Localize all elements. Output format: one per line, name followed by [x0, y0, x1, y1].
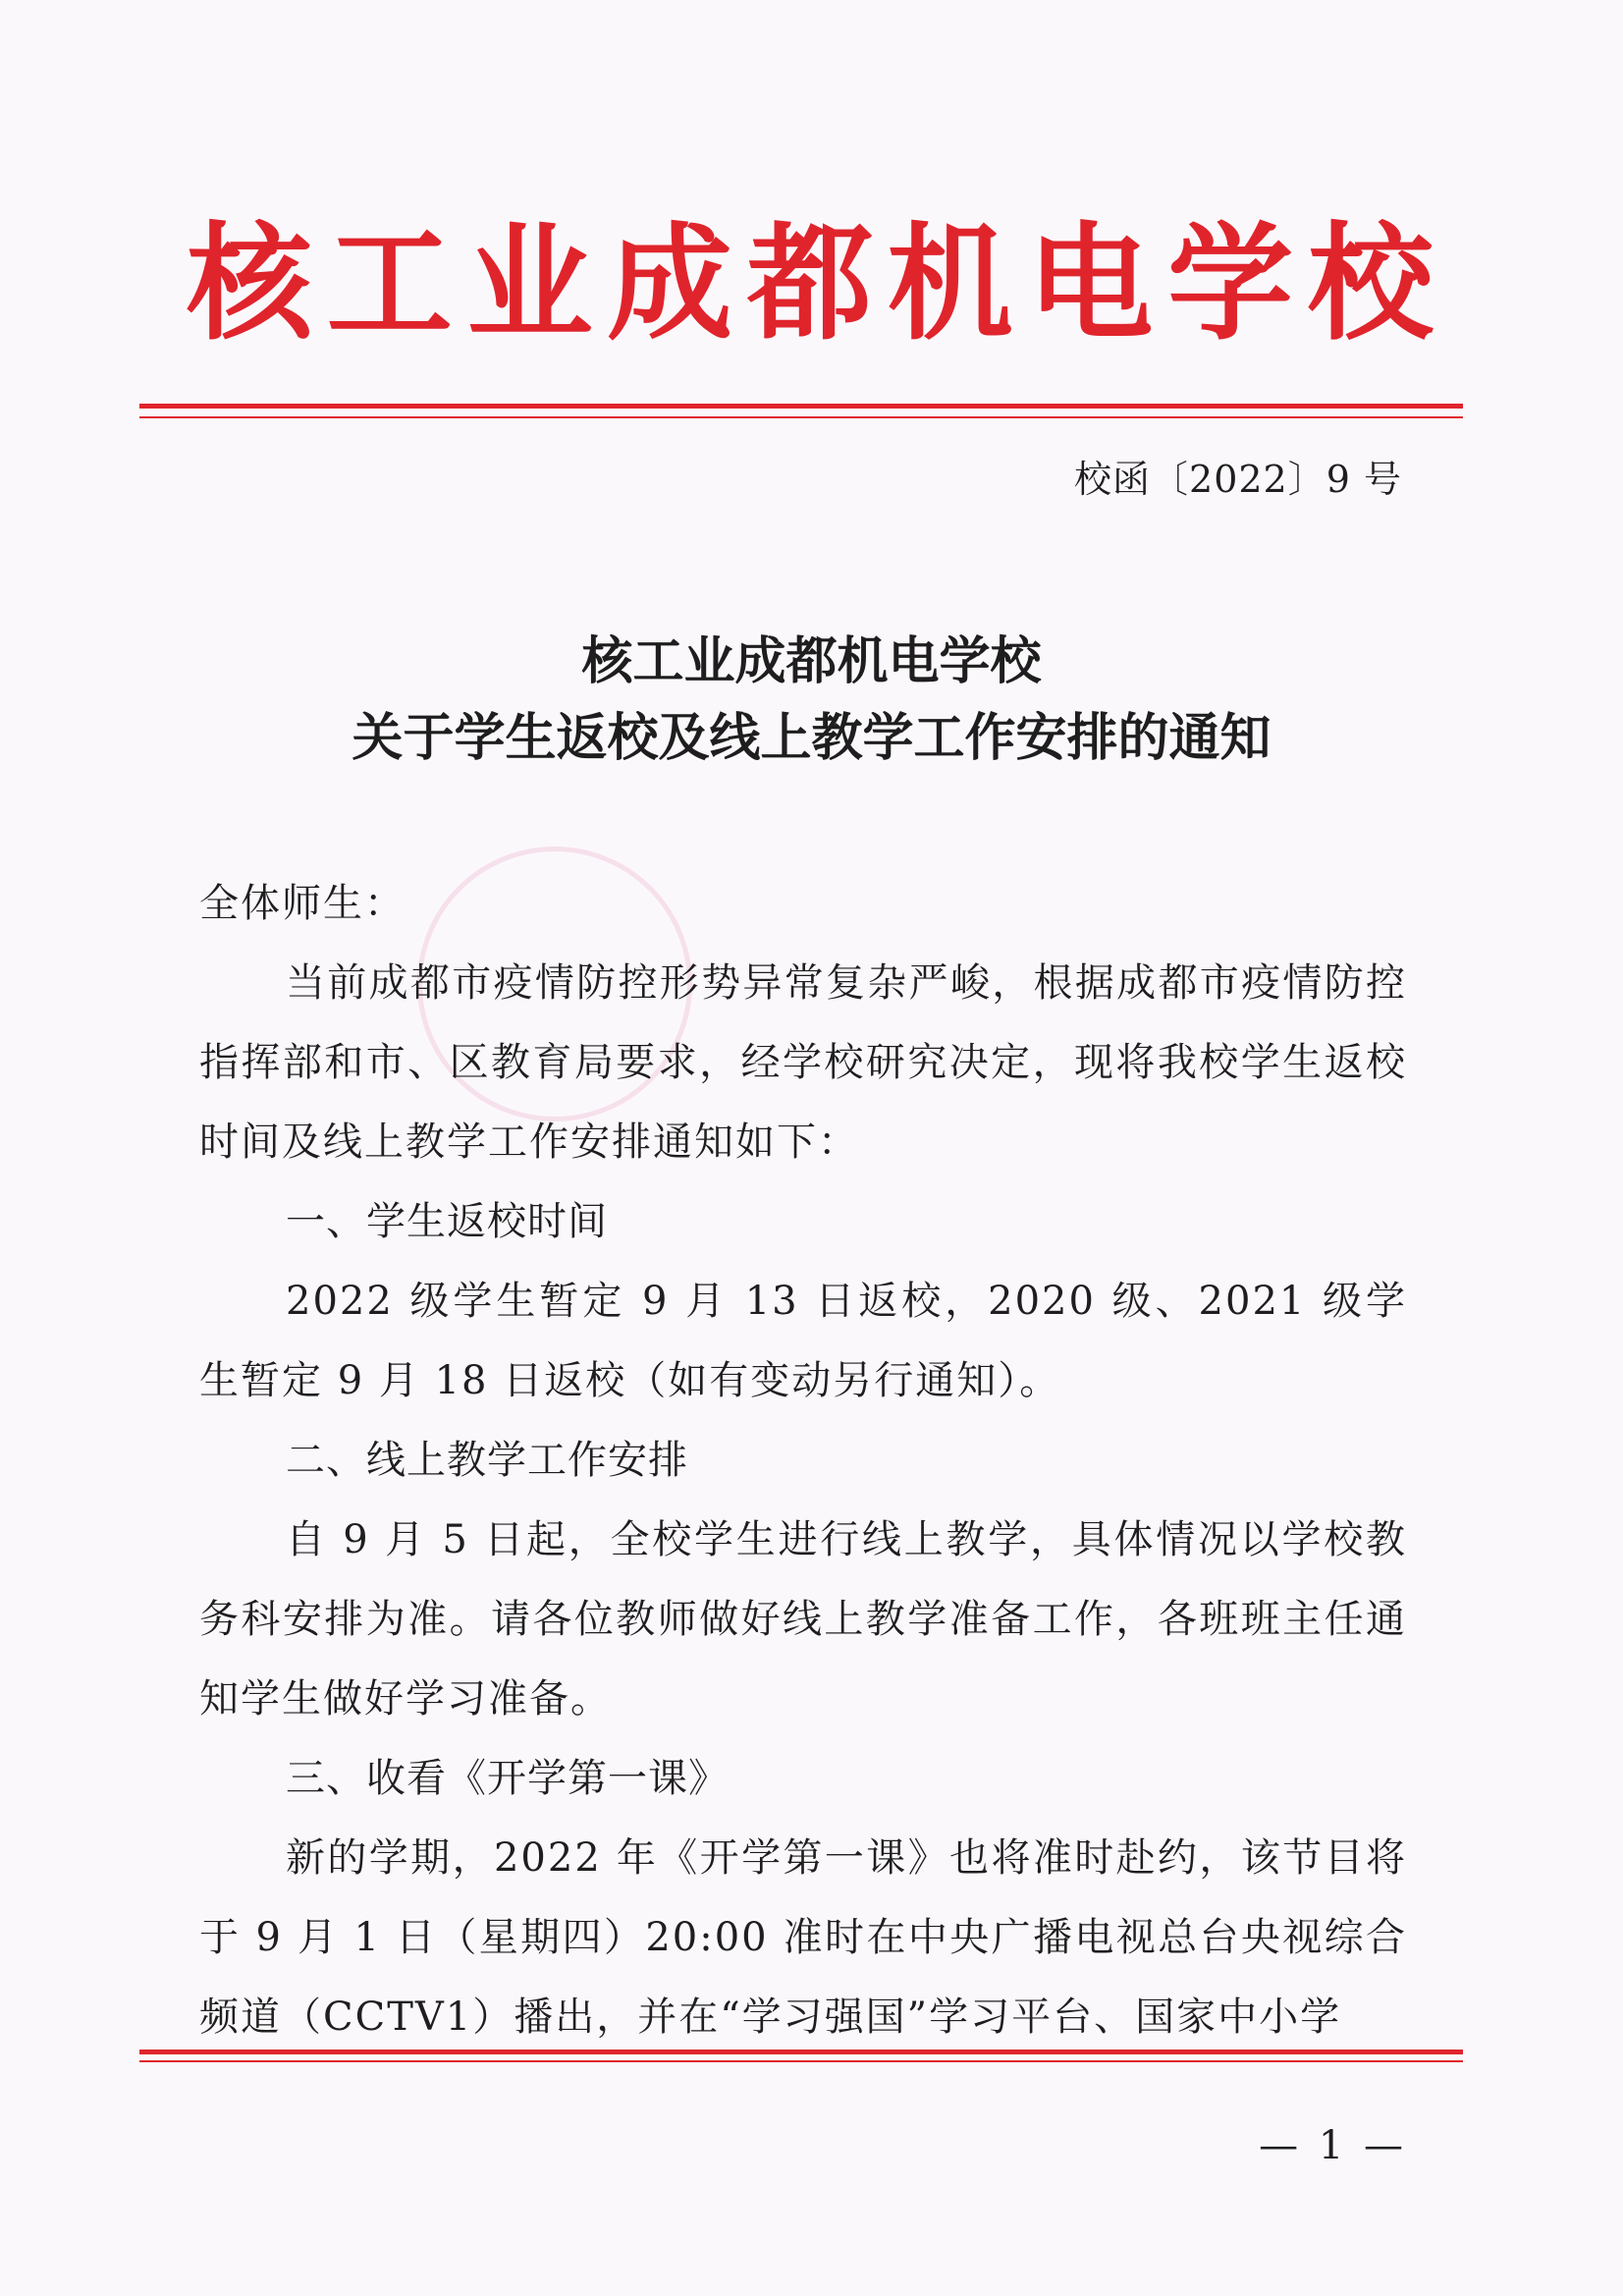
footer-rule-thin [139, 2060, 1463, 2062]
letterhead-char: 电 [1027, 211, 1154, 357]
section-heading: 三、收看《开学第一课》 [286, 1756, 729, 1801]
letterhead-char: 都 [746, 211, 873, 357]
section-paragraph: 新的学期，2022 年《开学第一课》也将准时赴约，该节目将于 9 月 1 日（星期四）20:00 准时在中央广播电视总台央视综合频道（CCTV1）播出，并在“学习强国”学习平台、国家中小学 [199, 1835, 1407, 2040]
notice-title-line2: 关于学生返校及线上教学工作安排的通知 [352, 709, 1271, 768]
section-paragraph: 自 9 月 5 日起，全校学生进行线上教学，具体情况以学校教务科安排为准。请各位教师做好线上教学准备工作，各班班主任通知学生做好学习准备。 [199, 1517, 1407, 1722]
letterhead-char: 工 [326, 211, 453, 357]
letterhead-char: 核 [187, 211, 313, 357]
intro-paragraph: 当前成都市疫情防控形势异常复杂严峻，根据成都市疫情防控指挥部和市、区教育局要求，经学校研究决定，现将我校学生返校时间及线上教学工作安排通知如下： [199, 960, 1407, 1165]
salutation: 全体师生： [199, 881, 406, 926]
section-paragraph: 2022 级学生暂定 9 月 13 日返校，2020 级、2021 级学生暂定 9 月 18 日返校（如有变动另行通知）。 [199, 1279, 1407, 1403]
document-number: 校函〔2022〕9 号 [1074, 458, 1402, 501]
letterhead-rule-thick [139, 404, 1463, 409]
letterhead-char: 校 [1307, 211, 1434, 357]
section-heading: 一、学生返校时间 [286, 1199, 608, 1244]
footer-rule-thick [139, 2050, 1463, 2054]
letterhead-title [187, 201, 1434, 368]
section-heading: 二、线上教学工作安排 [286, 1438, 688, 1483]
notice-title-line1: 核工业成都机电学校 [581, 632, 1042, 691]
letterhead-char: 业 [466, 211, 593, 357]
letterhead-rule-thin [139, 416, 1463, 418]
letterhead-char: 学 [1167, 211, 1294, 357]
letterhead-char: 成 [607, 211, 733, 357]
letterhead-char: 机 [887, 211, 1013, 357]
page-number: — 1 — [1259, 2123, 1407, 2168]
document-body [199, 864, 1407, 2057]
